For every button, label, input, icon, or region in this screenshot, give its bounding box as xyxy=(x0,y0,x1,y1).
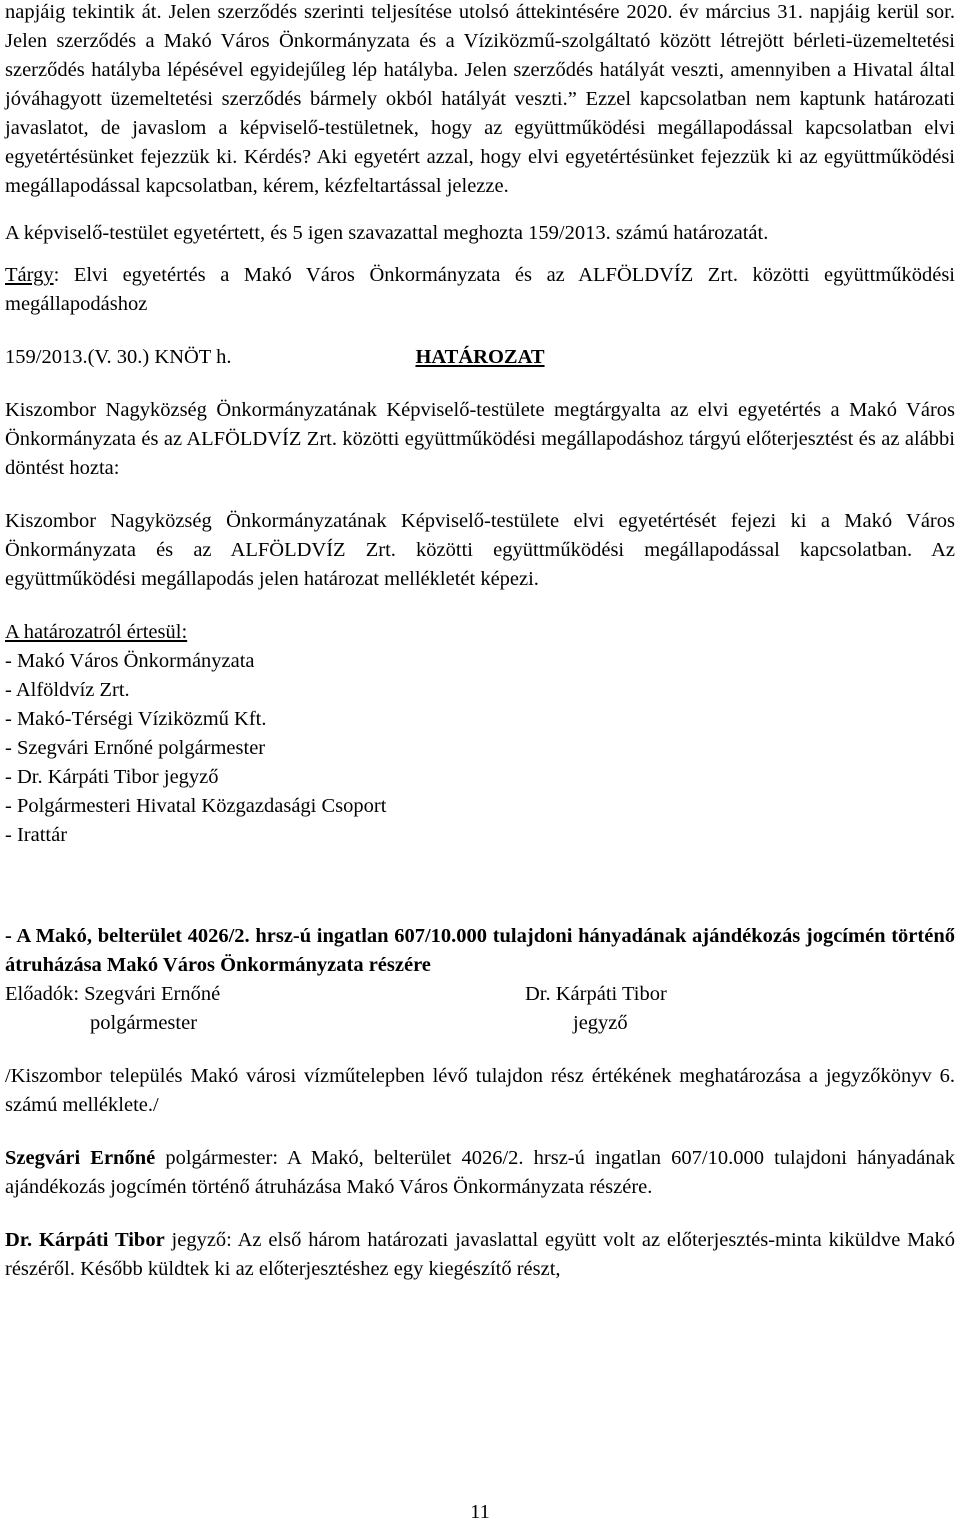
subject-text: : Elvi egyetértés a Makó Város Önkormányzata és az ALFÖLDVÍZ Zrt. közötti együttműködési megállapodáshoz xyxy=(5,264,955,315)
resolution-number: 159/2013.(V. 30.) KNÖT h. xyxy=(5,346,232,368)
agenda-item-title: - A Makó, belterület 4026/2. hrsz-ú ingatlan 607/10.000 tulajdoni hányadának ajándékozás jogcímén történő átruházása Makó Város Önkormányzata részére xyxy=(5,925,955,976)
presenters-block xyxy=(5,980,955,1038)
list-item: - Dr. Kárpáti Tibor jegyző xyxy=(5,766,219,788)
list-item: - Irattár xyxy=(5,824,68,846)
list-item: - Alföldvíz Zrt. xyxy=(5,679,130,701)
notify-list xyxy=(5,647,955,850)
list-item: - Szegvári Ernőné polgármester xyxy=(5,737,266,759)
notify-heading: A határozatról értesül: xyxy=(5,621,188,643)
resolution-body-2: Kiszombor Nagyközség Önkormányzatának Képviselő-testülete elvi egyetértését fejezi ki a Makó Város Önkormányzata és az ALFÖLDVÍZ Zrt. közötti együttműködési megállapodással kapcsolatban. Az együttműködési megállapodás jelen határozat mellékletét képezi. xyxy=(5,510,955,590)
list-item: - Makó-Térségi Víziközmű Kft. xyxy=(5,708,267,730)
presenter-left-title: polgármester xyxy=(90,1012,198,1034)
list-item: - Makó Város Önkormányzata xyxy=(5,650,255,672)
list-item: - Polgármesteri Hivatal Közgazdasági Csoport xyxy=(5,795,387,817)
speech-1: Szegvári Ernőné polgármester: A Makó, belterület 4026/2. hrsz-ú ingatlan 607/10.000 tulajdoni hányadának ajándékozás jogcímén történő átruházása Makó Város Önkormányzata részére. xyxy=(5,1147,955,1198)
vote-result: A képviselő-testület egyetértett, és 5 igen szavazattal meghozta 159/2013. számú határozatát. xyxy=(5,222,769,244)
document-page xyxy=(5,0,955,1284)
page-number: 11 xyxy=(470,1501,490,1523)
subject-label: Tárgy xyxy=(5,264,54,286)
speech-2: Dr. Kárpáti Tibor jegyző: Az első három határozati javaslattal együtt volt az előterjesztés-minta kiküldve Makó részéről. Később küldtek ki az előterjesztéshez egy kiegészítő részt, xyxy=(5,1229,955,1280)
speaker-name: Dr. Kárpáti Tibor xyxy=(5,1229,165,1251)
attachment-note: /Kiszombor település Makó városi vízműtelepben lévő tulajdon rész értékének meghatározása a jegyzőkönyv 6. számú melléklete./ xyxy=(5,1065,955,1116)
top-paragraph: napjáig tekintik át. Jelen szerződés szerinti teljesítése utolsó áttekintésére 2020. év március 31. napjáig kerül sor. Jelen szerződés a Makó Város Önkormányzata és a Víziközmű-szolgáltató között létrejött bérleti-üzemeltetési szerződés hatályba lépésével egyidejűleg lép hatályba. Jelen szerződés hatályát veszti, amennyiben a Hivatal által jóváhagyott üzemeltetési szerződés bármely okból hatályát veszti.” Ezzel kapcsolatban nem kaptunk határozati javaslatot, de javaslom a képviselő-testületnek, hogy az együttműködési megállapodással kapcsolatban elvi egyetértésünket fejezzük ki. Kérdés? Aki egyetért azzal, hogy elvi egyetértésünket fejezzük ki az együttműködési megállapodással kapcsolatban, kérem, kézfeltartással jelezze. xyxy=(5,1,955,197)
presenter-right-name: Dr. Kárpáti Tibor xyxy=(525,983,667,1005)
speaker-name: Szegvári Ernőné xyxy=(5,1147,156,1169)
notify-section xyxy=(5,618,955,850)
resolution-heading: HATÁROZAT xyxy=(415,346,545,368)
presenters-label: Előadók: Szegvári Ernőné xyxy=(5,983,221,1005)
resolution-body-1: Kiszombor Nagyközség Önkormányzatának Képviselő-testülete megtárgyalta az elvi egyetértés a Makó Város Önkormányzata és az ALFÖLDVÍZ Zrt. közötti együttműködési megállapodáshoz tárgyú előterjesztést és az alábbi döntést hozta: xyxy=(5,399,955,479)
subject-line xyxy=(5,261,955,319)
presenter-right-title: jegyző xyxy=(573,1012,628,1034)
